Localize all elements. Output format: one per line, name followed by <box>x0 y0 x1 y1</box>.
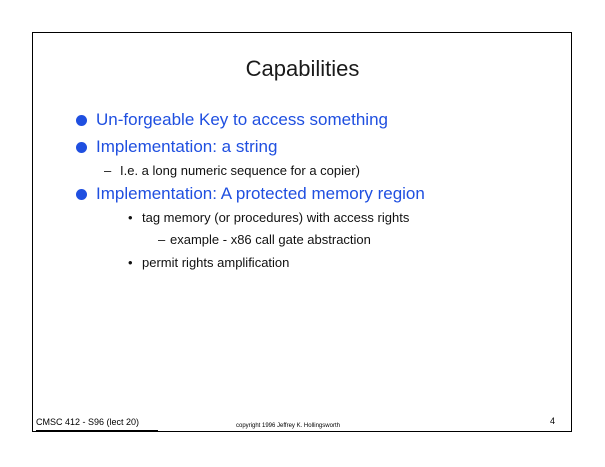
sub-bullet-numeric-sequence <box>104 163 360 178</box>
sub-bullet-tag-memory <box>128 210 409 225</box>
dash-icon: – <box>104 163 112 178</box>
bullet-text: Implementation: a string <box>96 137 278 156</box>
dash-icon: – <box>158 232 166 247</box>
sub-bullet-text: tag memory (or procedures) with access rights <box>142 210 410 225</box>
bullet-dot-icon <box>76 115 87 126</box>
sub-bullet-rights-amplification <box>128 255 289 270</box>
slide-title: Capabilities <box>245 56 360 81</box>
bullet-dot-icon <box>76 142 87 153</box>
dot-icon: • <box>128 255 133 270</box>
footer-copyright: copyright 1996 Jeffrey K. Hollingsworth <box>236 423 340 429</box>
footer-course: CMSC 412 - S96 (lect 20) <box>36 417 140 427</box>
sub-sub-bullet-text: example - x86 call gate abstraction <box>170 232 371 247</box>
sub-sub-bullet-x86-call-gate <box>158 232 371 247</box>
bullet-text: Implementation: A protected memory region <box>96 184 425 203</box>
bullet-text: Un-forgeable Key to access something <box>96 110 388 129</box>
sub-bullet-text: I.e. a long numeric sequence for a copier) <box>120 163 360 178</box>
bullet-dot-icon <box>76 189 87 200</box>
footer-divider <box>36 430 158 431</box>
sub-bullet-text: permit rights amplification <box>142 255 290 270</box>
dot-icon: • <box>128 210 133 225</box>
page-number: 4 <box>550 416 556 426</box>
